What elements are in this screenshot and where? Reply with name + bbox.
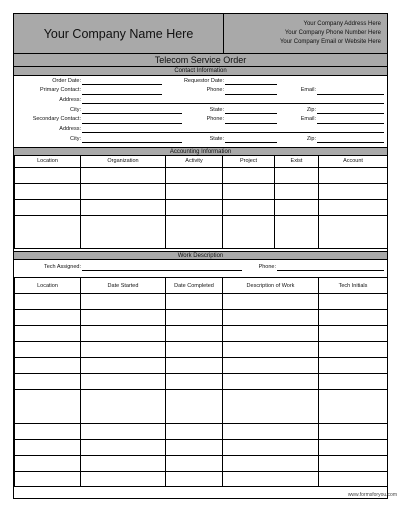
col-description: Description of Work	[223, 278, 319, 294]
zip2-label: Zip:	[306, 136, 316, 142]
work-section-title	[14, 251, 387, 260]
form-title	[14, 54, 387, 67]
company-email: Your Company Email or Website Here	[279, 39, 381, 45]
col-account: Account	[319, 156, 388, 167]
address2-label: Address:	[59, 126, 81, 132]
col-organization: Organization	[81, 156, 166, 167]
primary-contact-field[interactable]	[82, 94, 162, 95]
col-date-completed: Date Completed	[166, 278, 223, 294]
requestor-date-label: Requestor Date:	[183, 78, 224, 84]
email1-field[interactable]	[317, 94, 384, 95]
phone2-field[interactable]	[225, 123, 277, 124]
city2-label: City:	[70, 136, 81, 142]
table-row[interactable]	[15, 183, 388, 199]
table-row[interactable]	[15, 358, 388, 374]
service-order-form	[13, 13, 388, 499]
phone2-label: Phone:	[206, 116, 224, 122]
accounting-table	[14, 156, 388, 249]
col-exist: Exist	[275, 156, 319, 167]
col-work-location: Location	[15, 278, 81, 294]
email2-field[interactable]	[317, 123, 384, 124]
address1-field[interactable]	[82, 103, 384, 104]
order-date-label: Order Date:	[52, 78, 81, 84]
work-section-title-text: Work Description	[177, 252, 224, 259]
contact-section-title	[14, 67, 387, 76]
col-project: Project	[223, 156, 275, 167]
accounting-section-title	[14, 147, 387, 156]
primary-contact-label: Primary Contact:	[40, 87, 81, 93]
zip1-label: Zip:	[306, 107, 316, 113]
table-row[interactable]	[15, 342, 388, 358]
contact-section-title-text: Contact Information	[174, 68, 227, 74]
requestor-date-field[interactable]	[225, 84, 277, 85]
table-row[interactable]	[15, 424, 388, 440]
table-row[interactable]	[15, 310, 388, 326]
state1-label: State:	[209, 107, 224, 113]
company-address: Your Company Address Here	[303, 21, 381, 27]
secondary-contact-label: Secondary Contact:	[32, 116, 81, 122]
secondary-contact-field[interactable]	[82, 123, 182, 124]
city1-field[interactable]	[82, 113, 182, 114]
table-row[interactable]	[15, 294, 388, 310]
city1-label: City:	[70, 107, 81, 113]
company-phone: Your Company Phone Number Here	[284, 30, 381, 36]
zip1-field[interactable]	[317, 113, 384, 114]
tech-assigned-field[interactable]	[82, 270, 242, 271]
city2-field[interactable]	[82, 142, 182, 143]
work-header-row	[15, 278, 388, 294]
table-row[interactable]	[15, 199, 388, 215]
phone1-field[interactable]	[225, 94, 277, 95]
col-tech-initials: Tech Initials	[319, 278, 388, 294]
tech-assigned-label: Tech Assigned:	[44, 264, 81, 270]
table-row[interactable]	[15, 440, 388, 456]
company-name	[14, 14, 224, 54]
table-row[interactable]	[15, 390, 388, 424]
company-name-text: Your Company Name Here	[43, 26, 194, 41]
col-location: Location	[15, 156, 81, 167]
table-row[interactable]	[15, 456, 388, 472]
work-table	[14, 277, 388, 487]
state1-field[interactable]	[225, 113, 277, 114]
col-activity: Activity	[166, 156, 223, 167]
state2-field[interactable]	[225, 142, 277, 143]
table-row[interactable]	[15, 472, 388, 487]
company-info-block	[224, 14, 387, 54]
col-date-started: Date Started	[81, 278, 166, 294]
state2-label: State:	[209, 136, 224, 142]
email2-label: Email:	[300, 116, 316, 122]
table-row[interactable]	[15, 215, 388, 248]
table-row[interactable]	[15, 326, 388, 342]
address1-label: Address:	[59, 97, 81, 103]
form-title-text: Telecom Service Order	[154, 55, 247, 65]
table-row[interactable]	[15, 374, 388, 390]
accounting-section-title-text: Accounting Information	[169, 148, 232, 155]
tech-phone-label: Phone:	[258, 264, 276, 270]
table-row[interactable]	[15, 167, 388, 183]
footer-url: www.formsforyou.com	[347, 492, 397, 498]
address2-field[interactable]	[82, 132, 384, 133]
zip2-field[interactable]	[317, 142, 384, 143]
phone1-label: Phone:	[206, 87, 224, 93]
email1-label: Email:	[300, 87, 316, 93]
accounting-header-row	[15, 156, 388, 167]
tech-phone-field[interactable]	[277, 270, 384, 271]
order-date-field[interactable]	[82, 84, 162, 85]
